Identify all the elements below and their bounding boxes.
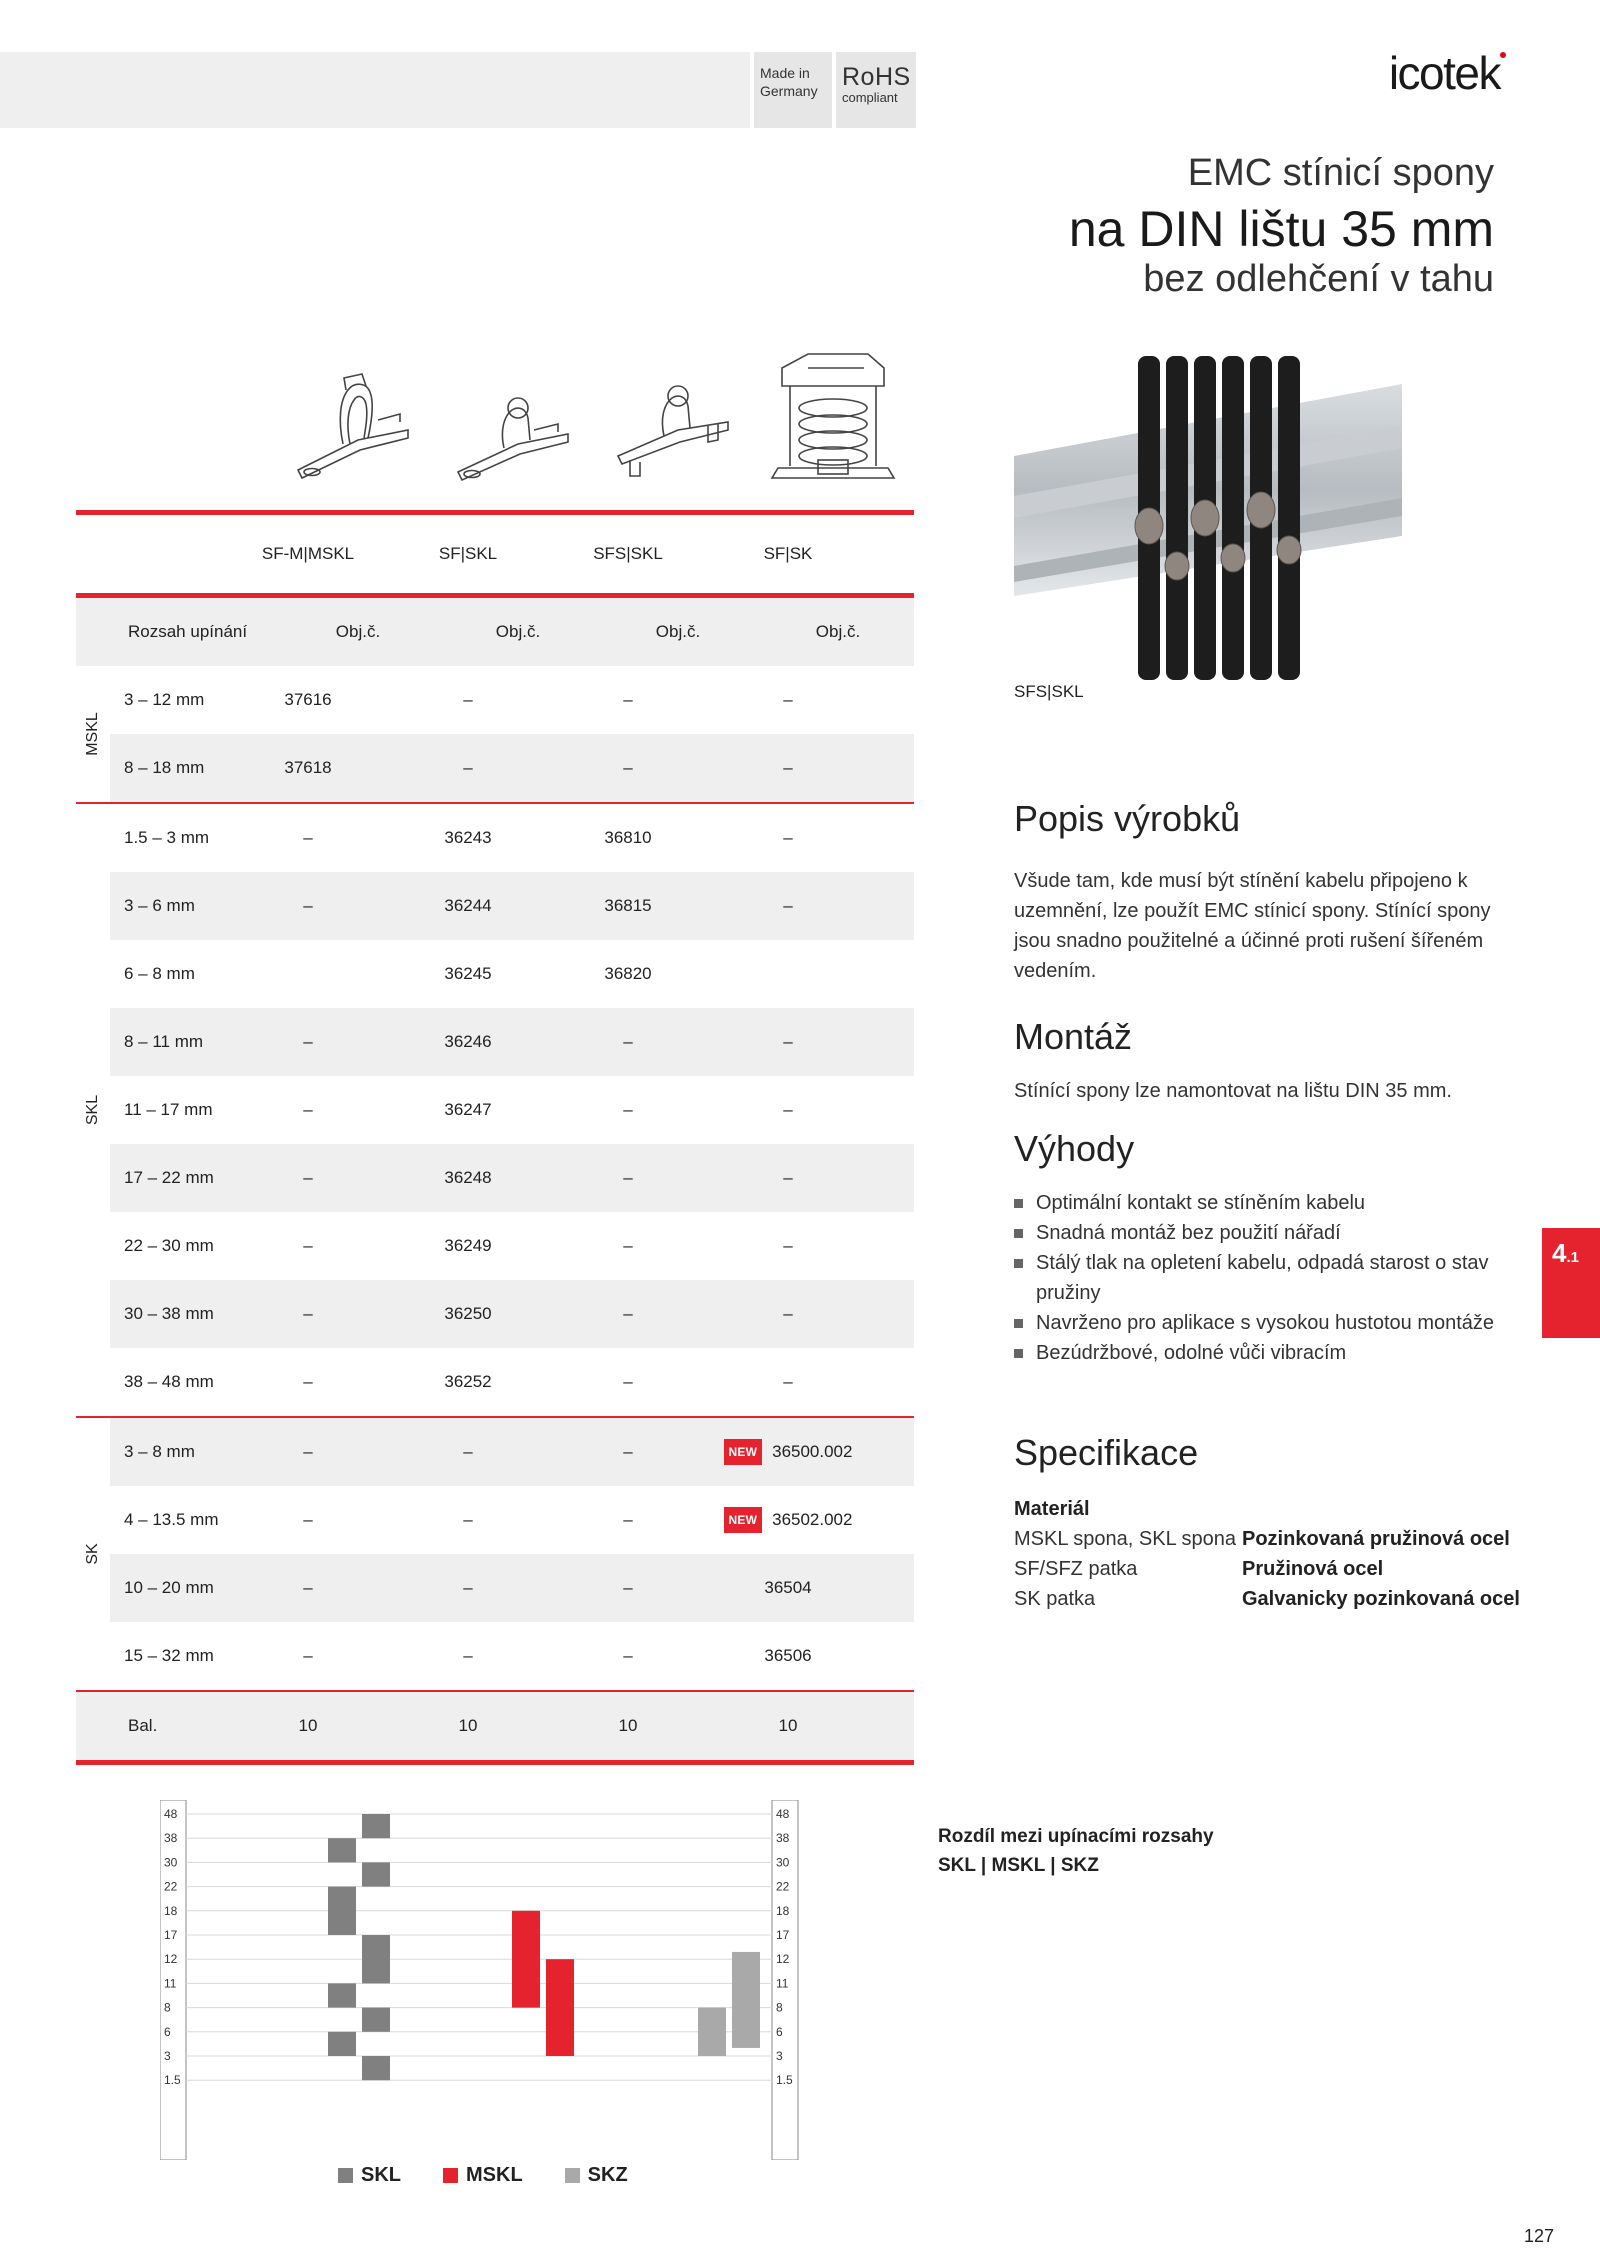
y-tick-label-right: 30 (776, 1855, 790, 1870)
table-row (110, 666, 914, 734)
subheader-range: Rozsah upínání (128, 622, 248, 641)
table-row (110, 734, 914, 802)
order-number-cell: – (623, 1032, 633, 1051)
order-number-cell: – (783, 1168, 793, 1187)
description-text: Všude tam, kde musí být stínění kabelu připojeno k uzemnění, lze použít EMC stínicí spony. Stínící spony jsou snadno použitelné a účinné proti rušení šířeném vedením. (1014, 870, 1491, 982)
order-number: 36500.002 (772, 1442, 853, 1461)
table-row (110, 804, 914, 872)
product-header-sf-m-mskl: SF-M|MSKL (261, 544, 355, 563)
advantage-item: Stálý tlak na opletení kabelu, odpadá starost o stav pružiny (1014, 1248, 1534, 1308)
table-row (110, 1622, 914, 1690)
header-bar (0, 52, 750, 128)
order-number-cell: 37618 (284, 758, 332, 777)
product-table (76, 510, 914, 1765)
clamping-range-chart (160, 1800, 920, 2160)
subheader-order-no: Obj.č. (335, 622, 381, 641)
order-number-cell: 36810 (604, 828, 652, 847)
chart-title-line2: SKL | MSKL | SKZ (938, 1855, 1099, 1876)
range-cell: 6 – 8 mm (124, 964, 195, 983)
order-number-cell: – (303, 828, 313, 847)
packaging-value: 10 (778, 1716, 798, 1735)
order-number-cell: – (623, 1578, 633, 1597)
product-photo (1014, 356, 1402, 680)
specs-subheading: Materiál (1014, 1498, 1090, 1520)
group-label-text: SKL (84, 1094, 101, 1126)
chapter-subnumber: .1 (1566, 1249, 1579, 1266)
table-row (110, 1008, 914, 1076)
legend-swatch-icon (565, 2168, 580, 2183)
order-number-cell: – (303, 1304, 313, 1323)
spec-key: SK patka (1014, 1588, 1096, 1610)
order-number-cell: – (623, 1236, 633, 1255)
chart-title-line1: Rozdíl mezi upínacími rozsahy (938, 1826, 1214, 1847)
sf-sk-sketch-icon (768, 346, 898, 502)
spec-row (1014, 1554, 1520, 1584)
legend-label: SKL (361, 2164, 401, 2186)
new-badge: NEW (724, 1439, 763, 1465)
order-number-cell: – (303, 1578, 313, 1597)
bar-skl (362, 1935, 390, 1983)
logo-dot-icon (1500, 52, 1506, 58)
logo-text: icotek (1388, 47, 1500, 99)
table-row (110, 872, 914, 940)
group-label-text: SK (84, 1543, 101, 1565)
table-row (110, 1076, 914, 1144)
order-number-cell: – (463, 1442, 473, 1461)
y-tick-label-left: 48 (164, 1807, 178, 1821)
sf-skl-sketch-icon (448, 360, 578, 500)
advantage-item: Bezúdržbové, odolné vůči vibracím (1014, 1338, 1534, 1368)
made-in-line2: Germany (760, 83, 818, 99)
rohs-label: RoHS (842, 63, 911, 91)
advantages-heading: Výhody (1014, 1128, 1135, 1169)
y-tick-label-right: 3 (776, 2049, 783, 2063)
bar-skl (362, 1814, 390, 1838)
description-heading: Popis výrobků (1014, 798, 1241, 839)
packaging-value: 10 (618, 1716, 638, 1735)
table-row (110, 1144, 914, 1212)
order-number-cell: 36252 (444, 1372, 492, 1391)
spec-key: SF/SFZ patka (1014, 1558, 1138, 1580)
y-tick-label-right: 48 (776, 1807, 790, 1821)
order-number-cell: – (623, 690, 633, 709)
range-cell: 8 – 11 mm (124, 1032, 204, 1051)
spec-value: Galvanicky pozinkovaná ocel (1242, 1588, 1520, 1610)
order-number-cell: – (783, 1100, 793, 1119)
bar-skl (328, 1887, 356, 1935)
packaging-value: 10 (298, 1716, 318, 1735)
y-tick-label-left: 17 (164, 1928, 178, 1942)
advantage-item: Navrženo pro aplikace s vysokou hustotou montáže (1014, 1308, 1534, 1338)
order-number-cell: – (783, 1372, 793, 1391)
order-number-cell: – (623, 1304, 633, 1323)
range-cell: 4 – 13.5 mm (124, 1510, 219, 1529)
order-number-cell: 36246 (444, 1032, 492, 1051)
order-number-cell: – (303, 1372, 313, 1391)
title-line-1: EMC stínicí spony (1187, 152, 1494, 194)
bar-mskl (512, 1911, 540, 2008)
order-number-cell: 36504 (764, 1578, 812, 1597)
chart-title (938, 1822, 1214, 1880)
chapter-tab (1542, 1228, 1600, 1338)
order-number-cell: – (623, 1510, 633, 1529)
order-number-cell: – (783, 1032, 793, 1051)
order-number-cell: – (303, 1236, 313, 1255)
legend-swatch-icon (443, 2168, 458, 2183)
subheader-row (76, 598, 914, 666)
y-tick-label-right: 17 (776, 1928, 790, 1942)
made-in-line1: Made in (760, 65, 810, 81)
order-number-cell: 36506 (764, 1646, 812, 1665)
order-number-cell: – (623, 1442, 633, 1461)
range-cell: 3 – 6 mm (124, 896, 195, 915)
order-number-cell (708, 1507, 868, 1533)
order-number-cell: – (623, 1100, 633, 1119)
range-cell: 15 – 32 mm (124, 1646, 214, 1665)
specs-block (1014, 1494, 1520, 1614)
legend-swatch-icon (338, 2168, 353, 2183)
range-cell: 17 – 22 mm (124, 1168, 214, 1187)
order-number-cell: 36248 (444, 1168, 492, 1187)
legend-item-skl (338, 2164, 401, 2187)
spec-value: Pozinkovaná pružinová ocel (1242, 1528, 1510, 1550)
advantage-item: Snadná montáž bez použití nářadí (1014, 1218, 1534, 1248)
order-number-cell: – (463, 1646, 473, 1665)
bar-skl (362, 1862, 390, 1886)
y-tick-label-left: 12 (164, 1952, 178, 1967)
order-number-cell: – (623, 1168, 633, 1187)
group-label-text: MSKL (84, 712, 101, 756)
advantages-list (1014, 1188, 1534, 1368)
y-tick-label-left: 3 (164, 2049, 171, 2063)
y-tick-label-left: 11 (164, 1976, 177, 1991)
advantage-item: Optimální kontakt se stíněním kabelu (1014, 1188, 1534, 1218)
range-cell: 30 – 38 mm (124, 1304, 214, 1323)
y-tick-label-left: 30 (164, 1855, 178, 1870)
order-number-cell: – (783, 1236, 793, 1255)
order-number-cell: – (623, 1372, 633, 1391)
product-header-sf-skl: SF|SKL (438, 544, 498, 563)
y-tick-label-right: 6 (776, 2024, 783, 2039)
table-row (110, 1280, 914, 1348)
table-groups (76, 666, 914, 1692)
table-group-skl (76, 804, 914, 1416)
order-number-cell: – (783, 690, 793, 709)
chapter-number: 4 (1552, 1238, 1567, 1268)
table-row (110, 1554, 914, 1622)
order-number-cell: – (303, 1032, 313, 1051)
mounting-text: Stínící spony lze namontovat na lištu DIN 35 mm. (1014, 1080, 1452, 1102)
subheader-order-no: Obj.č. (495, 622, 541, 641)
table-row (110, 1348, 914, 1416)
new-badge: NEW (724, 1507, 763, 1533)
table-row (110, 1418, 914, 1486)
chart-legend (338, 2164, 628, 2187)
table-row (110, 1212, 914, 1280)
order-number-cell: – (303, 1100, 313, 1119)
rohs-sub-label: compliant (842, 90, 898, 105)
product-header-row (76, 515, 914, 593)
order-number-cell: – (783, 758, 793, 777)
product-header-sf-sk: SF|SK (763, 544, 813, 563)
table-row (110, 940, 914, 1008)
bar-skl (362, 2008, 390, 2032)
title-line-2: na DIN lištu 35 mm (1068, 201, 1494, 257)
icotek-logo (1340, 46, 1500, 100)
y-tick-label-left: 22 (164, 1879, 178, 1894)
photo-caption: SFS|SKL (1014, 682, 1084, 701)
sf-m-mskl-sketch-icon (288, 360, 418, 500)
packaging-label: Bal. (128, 1716, 158, 1735)
order-number-cell: – (783, 896, 793, 915)
order-number-cell: – (783, 1304, 793, 1323)
y-tick-label-right: 18 (776, 1903, 790, 1918)
bar-skl (328, 2032, 356, 2056)
table-row (110, 1486, 914, 1554)
order-number-cell: – (303, 1646, 313, 1665)
range-cell: 8 – 18 mm (124, 758, 205, 777)
order-number-cell: 36244 (444, 896, 492, 915)
order-number-cell: 36815 (604, 896, 652, 915)
y-tick-label-right: 1.5 (776, 2073, 793, 2088)
order-number-cell: – (623, 758, 633, 777)
bar-mskl (546, 1959, 574, 2056)
y-tick-label-right: 22 (776, 1879, 790, 1894)
range-cell: 1.5 – 3 mm (124, 828, 210, 847)
range-cell: 10 – 20 mm (124, 1578, 214, 1597)
range-cell: 3 – 8 mm (124, 1442, 195, 1461)
spec-row (1014, 1524, 1520, 1554)
table-group-sk (76, 1418, 914, 1690)
y-tick-label-right: 8 (776, 2000, 783, 2015)
mounting-heading: Montáž (1014, 1016, 1133, 1057)
range-cell: 3 – 12 mm (124, 690, 205, 709)
order-number-cell: – (463, 1578, 473, 1597)
order-number-cell: – (623, 1646, 633, 1665)
packaging-row (76, 1692, 914, 1760)
order-number-cell: 36243 (444, 828, 492, 847)
spec-row (1014, 1584, 1520, 1614)
range-cell: 22 – 30 mm (124, 1236, 214, 1255)
legend-label: SKZ (587, 2164, 628, 2186)
table-bottom-rule (76, 1760, 914, 1765)
y-tick-label-left: 38 (164, 1831, 178, 1846)
legend-item-skz (565, 2164, 628, 2187)
bar-skl (362, 2056, 390, 2080)
made-in-germany-badge (754, 52, 832, 128)
table-group-mskl (76, 666, 914, 802)
order-number-cell: 36250 (444, 1304, 492, 1323)
rohs-badge (836, 52, 916, 128)
order-number-cell: – (303, 1168, 313, 1187)
spec-value: Pružinová ocel (1242, 1558, 1384, 1580)
order-number-cell: 36247 (444, 1100, 492, 1119)
order-number-cell: – (783, 828, 793, 847)
y-tick-label-right: 11 (776, 1976, 789, 1991)
order-number-cell: – (303, 896, 313, 915)
specs-heading: Specifikace (1014, 1432, 1199, 1473)
bar-skl (328, 1983, 356, 2007)
legend-item-mskl (443, 2164, 523, 2187)
packaging-value: 10 (458, 1716, 478, 1735)
title-line-3: bez odlehčení v tahu (1143, 258, 1494, 300)
sfs-skl-sketch-icon (608, 360, 738, 500)
order-number-cell: – (303, 1442, 313, 1461)
order-number-cell (708, 1439, 868, 1465)
legend-label: MSKL (466, 2164, 523, 2186)
group-label (76, 666, 110, 802)
order-number-cell: 36245 (444, 964, 492, 983)
y-tick-label-left: 8 (164, 2000, 171, 2015)
range-cell: 38 – 48 mm (124, 1372, 214, 1391)
y-tick-label-left: 6 (164, 2024, 171, 2039)
bar-skz (698, 2008, 726, 2056)
bar-skl (328, 1838, 356, 1862)
order-number-cell: 37616 (284, 690, 332, 709)
order-number-cell: 36249 (444, 1236, 492, 1255)
order-number-cell: – (463, 758, 473, 777)
order-number-cell: 36820 (604, 964, 652, 983)
subheader-order-no: Obj.č. (655, 622, 701, 641)
spec-key: MSKL spona, SKL spona (1014, 1528, 1236, 1550)
range-cell: 11 – 17 mm (124, 1100, 213, 1119)
order-number-cell: – (303, 1510, 313, 1529)
bar-skz (732, 1952, 760, 2048)
order-number: 36502.002 (772, 1510, 853, 1529)
product-header-sfs-skl: SFS|SKL (593, 544, 663, 563)
y-tick-label-right: 38 (776, 1831, 790, 1846)
y-tick-label-right: 12 (776, 1952, 790, 1967)
group-label (76, 1418, 110, 1690)
y-tick-label-left: 18 (164, 1903, 178, 1918)
group-label (76, 804, 110, 1416)
page-number: 127 (1524, 2226, 1555, 2246)
order-number-cell: – (463, 690, 473, 709)
y-tick-label-left: 1.5 (164, 2073, 181, 2088)
order-number-cell: – (463, 1510, 473, 1529)
subheader-order-no: Obj.č. (815, 622, 861, 641)
